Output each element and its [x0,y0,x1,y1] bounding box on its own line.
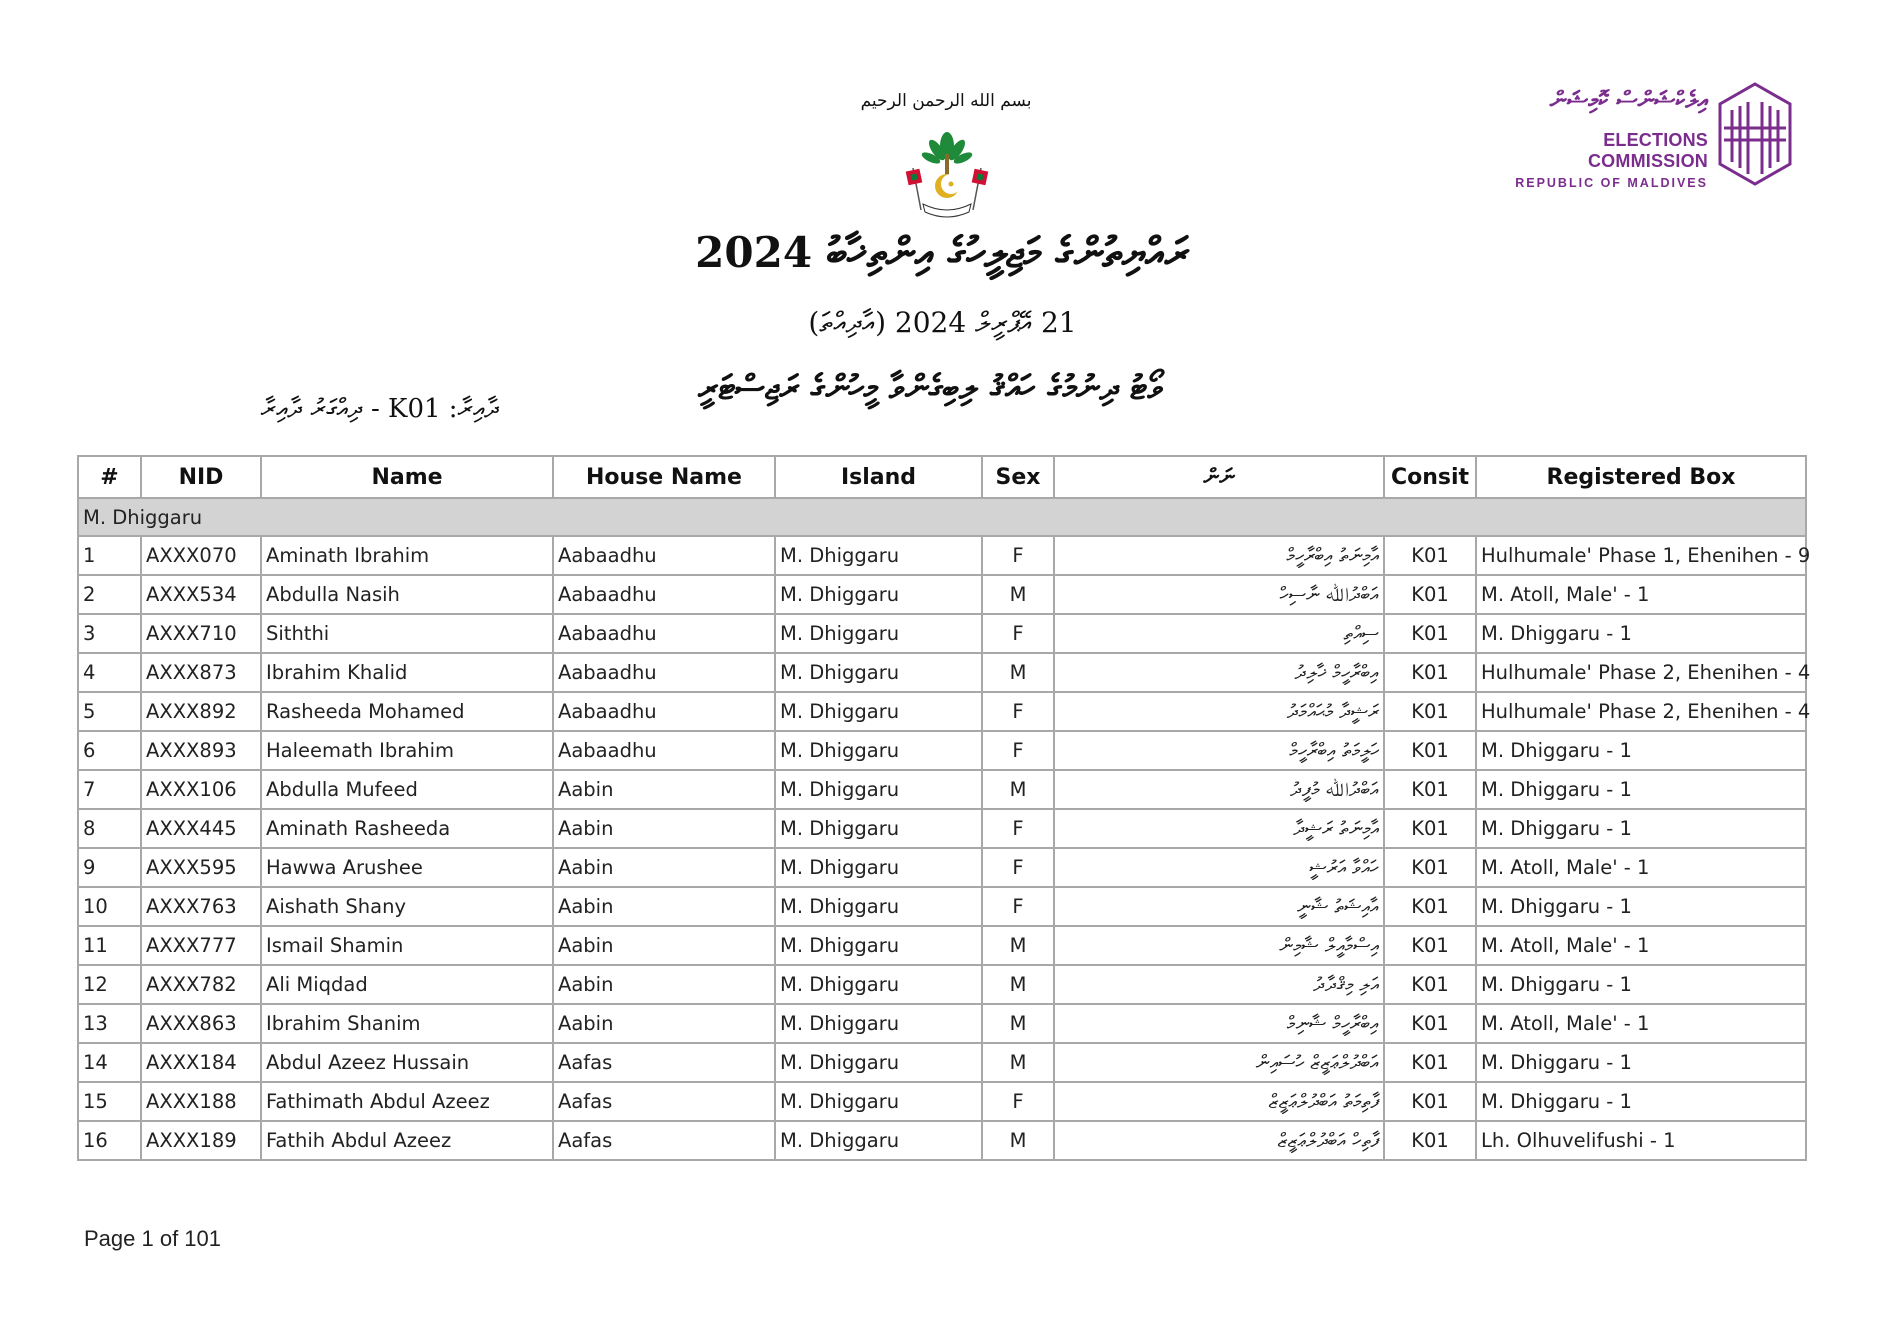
cell-name: Aminath Ibrahim [261,536,553,575]
cell-name: Ibrahim Khalid [261,653,553,692]
column-header-island: Island [775,456,982,498]
cell-nid: AXXX445 [141,809,261,848]
constituency-label: ދާއިރާ: K01 - ދިއްގަރު ދާއިރާ [260,394,500,424]
cell-nid: AXXX184 [141,1043,261,1082]
cell-consit: K01 [1384,614,1476,653]
cell-consit: K01 [1384,770,1476,809]
cell-house-name: Aafas [553,1121,775,1160]
cell-number: 15 [78,1082,141,1121]
cell-island: M. Dhiggaru [775,809,982,848]
cell-name-dhivehi: އާއިޝަތު ޝާނީ [1054,887,1384,926]
cell-registered-box: M. Dhiggaru - 1 [1476,887,1806,926]
group-label: M. Dhiggaru [78,498,1806,536]
cell-island: M. Dhiggaru [775,1082,982,1121]
column-header-nid: NID [141,456,261,498]
cell-name: Fathih Abdul Azeez [261,1121,553,1160]
cell-island: M. Dhiggaru [775,965,982,1004]
cell-house-name: Aabaadhu [553,536,775,575]
cell-name-dhivehi: ސިއްތި [1054,614,1384,653]
cell-sex: F [982,536,1054,575]
table-row [78,1082,1806,1121]
cell-name-dhivehi: ރަޝީދާ މުޙައްމަދު [1054,692,1384,731]
cell-consit: K01 [1384,1004,1476,1043]
cell-number: 6 [78,731,141,770]
cell-consit: K01 [1384,1082,1476,1121]
group-row [78,498,1806,536]
cell-sex: F [982,809,1054,848]
svg-text:بسم الله الرحمن الرحيم: بسم الله الرحمن الرحيم [860,91,1032,111]
table-header-row [78,456,1806,498]
elections-commission-logo [1496,80,1796,188]
cell-house-name: Aafas [553,1082,775,1121]
cell-number: 4 [78,653,141,692]
document-subtitle: ވޯޓު ދިނުމުގެ ހައްޤު ލިބިގެންވާ މީހުންގެ ރަޖިސްޓަރީ [698,368,1162,408]
election-date: 21 އޭޕްރީލް 2024 (އާދިއްތަ) [808,306,1077,339]
cell-number: 7 [78,770,141,809]
cell-registered-box: M. Atoll, Male' - 1 [1476,575,1806,614]
cell-consit: K01 [1384,926,1476,965]
cell-island: M. Dhiggaru [775,536,982,575]
cell-name-dhivehi: އަބްދުﷲ ނާސިހް [1054,575,1384,614]
cell-number: 9 [78,848,141,887]
cell-sex: M [982,575,1054,614]
cell-sex: F [982,848,1054,887]
cell-consit: K01 [1384,1121,1476,1160]
cell-number: 14 [78,1043,141,1082]
cell-consit: K01 [1384,536,1476,575]
cell-nid: AXXX893 [141,731,261,770]
column-header-house-name: House Name [553,456,775,498]
cell-number: 2 [78,575,141,614]
cell-consit: K01 [1384,809,1476,848]
table-row [78,575,1806,614]
cell-consit: K01 [1384,1043,1476,1082]
cell-island: M. Dhiggaru [775,614,982,653]
cell-name: Abdulla Nasih [261,575,553,614]
cell-nid: AXXX189 [141,1121,261,1160]
cell-name-dhivehi: ފާތިހް އަބްދުލްޢަޒީޒް [1054,1121,1384,1160]
cell-island: M. Dhiggaru [775,770,982,809]
cell-nid: AXXX534 [141,575,261,614]
cell-name: Aminath Rasheeda [261,809,553,848]
table-row [78,653,1806,692]
cell-house-name: Aabaadhu [553,653,775,692]
cell-name: Rasheeda Mohamed [261,692,553,731]
cell-number: 1 [78,536,141,575]
cell-name: Siththi [261,614,553,653]
cell-number: 3 [78,614,141,653]
logo-english-text [1496,130,1708,190]
cell-name-dhivehi: އާމިނަތު ރަޝީދާ [1054,809,1384,848]
cell-nid: AXXX782 [141,965,261,1004]
cell-sex: F [982,692,1054,731]
cell-registered-box: Hulhumale' Phase 1, Ehenihen - 9 [1476,536,1806,575]
table-row [78,692,1806,731]
cell-name: Ibrahim Shanim [261,1004,553,1043]
cell-name-dhivehi: އިބްރާހީމް ޚާލިދު [1054,653,1384,692]
cell-number: 8 [78,809,141,848]
page-number: Page 1 of 101 [84,1226,222,1251]
cell-name: Aishath Shany [261,887,553,926]
cell-island: M. Dhiggaru [775,653,982,692]
cell-name-dhivehi: އަބްދުލްޢަޒީޒް ހުސައިން [1054,1043,1384,1082]
cell-number: 16 [78,1121,141,1160]
cell-house-name: Aabin [553,770,775,809]
cell-consit: K01 [1384,965,1476,1004]
table-row [78,965,1806,1004]
cell-nid: AXXX777 [141,926,261,965]
cell-name: Hawwa Arushee [261,848,553,887]
table-row [78,1004,1806,1043]
cell-number: 12 [78,965,141,1004]
table-row [78,614,1806,653]
cell-island: M. Dhiggaru [775,926,982,965]
cell-nid: AXXX188 [141,1082,261,1121]
table-row [78,926,1806,965]
cell-name: Abdulla Mufeed [261,770,553,809]
cell-island: M. Dhiggaru [775,848,982,887]
cell-name-dhivehi: ހަލީމަތު އިބްރާހީމް [1054,731,1384,770]
cell-name-dhivehi: އާމިނަތު އިބްރާހީމް [1054,536,1384,575]
cell-sex: M [982,653,1054,692]
cell-house-name: Aabin [553,926,775,965]
cell-island: M. Dhiggaru [775,1043,982,1082]
table-row [78,731,1806,770]
cell-house-name: Aabin [553,965,775,1004]
cell-house-name: Aabaadhu [553,575,775,614]
cell-name-dhivehi: އަލި މިޤްދާދު [1054,965,1384,1004]
cell-sex: F [982,887,1054,926]
cell-island: M. Dhiggaru [775,1004,982,1043]
table-row [78,1121,1806,1160]
cell-house-name: Aabaadhu [553,614,775,653]
table-row [78,809,1806,848]
cell-sex: M [982,1121,1054,1160]
cell-nid: AXXX863 [141,1004,261,1043]
cell-island: M. Dhiggaru [775,692,982,731]
cell-house-name: Aabin [553,1004,775,1043]
cell-registered-box: M. Dhiggaru - 1 [1476,809,1806,848]
cell-house-name: Aabaadhu [553,731,775,770]
cell-registered-box: M. Dhiggaru - 1 [1476,614,1806,653]
cell-consit: K01 [1384,653,1476,692]
logo-line-1: ELECTIONS COMMISSION [1587,130,1708,171]
voter-register-table [77,455,1811,1161]
cell-name-dhivehi: އިބްރާހީމް ޝާނިމް [1054,1004,1384,1043]
cell-sex: M [982,770,1054,809]
cell-house-name: Aabaadhu [553,692,775,731]
cell-name: Abdul Azeez Hussain [261,1043,553,1082]
national-emblem [903,124,991,220]
cell-number: 13 [78,1004,141,1043]
cell-registered-box: M. Atoll, Male' - 1 [1476,848,1806,887]
cell-house-name: Aabin [553,809,775,848]
column-header-sex: Sex [982,456,1054,498]
cell-house-name: Aabin [553,887,775,926]
cell-name: Ismail Shamin [261,926,553,965]
logo-line-2: REPUBLIC OF MALDIVES [1515,176,1708,190]
cell-consit: K01 [1384,848,1476,887]
cell-consit: K01 [1384,887,1476,926]
cell-island: M. Dhiggaru [775,1121,982,1160]
cell-island: M. Dhiggaru [775,731,982,770]
column-header-name-dhivehi: ނަން [1054,456,1384,498]
column-header-consit: Consit [1384,456,1476,498]
cell-house-name: Aabin [553,848,775,887]
table-row [78,1043,1806,1082]
cell-registered-box: Hulhumale' Phase 2, Ehenihen - 4 [1476,653,1806,692]
table-row [78,848,1806,887]
cell-sex: F [982,614,1054,653]
cell-registered-box: M. Dhiggaru - 1 [1476,965,1806,1004]
bismillah-calligraphy [860,84,1032,114]
cell-island: M. Dhiggaru [775,887,982,926]
cell-nid: AXXX106 [141,770,261,809]
logo-hexagon-mark-icon [1716,80,1794,188]
cell-name: Fathimath Abdul Azeez [261,1082,553,1121]
cell-sex: M [982,926,1054,965]
cell-nid: AXXX070 [141,536,261,575]
cell-nid: AXXX710 [141,614,261,653]
cell-house-name: Aafas [553,1043,775,1082]
cell-name: Ali Miqdad [261,965,553,1004]
cell-consit: K01 [1384,692,1476,731]
column-header-number: # [78,456,141,498]
cell-name-dhivehi: ހައްވާ އަރުޝީ [1054,848,1384,887]
cell-consit: K01 [1384,575,1476,614]
cell-registered-box: Lh. Olhuvelifushi - 1 [1476,1121,1806,1160]
cell-registered-box: M. Dhiggaru - 1 [1476,770,1806,809]
cell-registered-box: Hulhumale' Phase 2, Ehenihen - 4 [1476,692,1806,731]
cell-name-dhivehi: އިސްމާއީލް ޝާމިން [1054,926,1384,965]
cell-sex: M [982,1043,1054,1082]
cell-island: M. Dhiggaru [775,575,982,614]
cell-sex: M [982,965,1054,1004]
table-row [78,887,1806,926]
cell-registered-box: M. Dhiggaru - 1 [1476,1043,1806,1082]
cell-name: Haleemath Ibrahim [261,731,553,770]
cell-consit: K01 [1384,731,1476,770]
cell-number: 5 [78,692,141,731]
cell-nid: AXXX892 [141,692,261,731]
cell-sex: M [982,1004,1054,1043]
logo-dhivehi-text: އިލެކްޝަންސް ކޮމިޝަން [1549,86,1708,114]
cell-nid: AXXX595 [141,848,261,887]
cell-sex: F [982,731,1054,770]
table-row [78,770,1806,809]
cell-name-dhivehi: އަބްދުﷲ މުފީދު [1054,770,1384,809]
column-header-name: Name [261,456,553,498]
cell-registered-box: M. Dhiggaru - 1 [1476,731,1806,770]
cell-number: 11 [78,926,141,965]
cell-nid: AXXX873 [141,653,261,692]
column-header-registered-box: Registered Box [1476,456,1806,498]
cell-sex: F [982,1082,1054,1121]
document-title: ރައްޔިތުންގެ މަޖިލީހުގެ އިންތިޚާބު 2024 [695,228,1190,277]
cell-nid: AXXX763 [141,887,261,926]
cell-number: 10 [78,887,141,926]
cell-registered-box: M. Atoll, Male' - 1 [1476,926,1806,965]
table-row [78,536,1806,575]
cell-name-dhivehi: ފާތިމަތު އަބްދުލްޢަޒީޒް [1054,1082,1384,1121]
cell-registered-box: M. Dhiggaru - 1 [1476,1082,1806,1121]
cell-registered-box: M. Atoll, Male' - 1 [1476,1004,1806,1043]
